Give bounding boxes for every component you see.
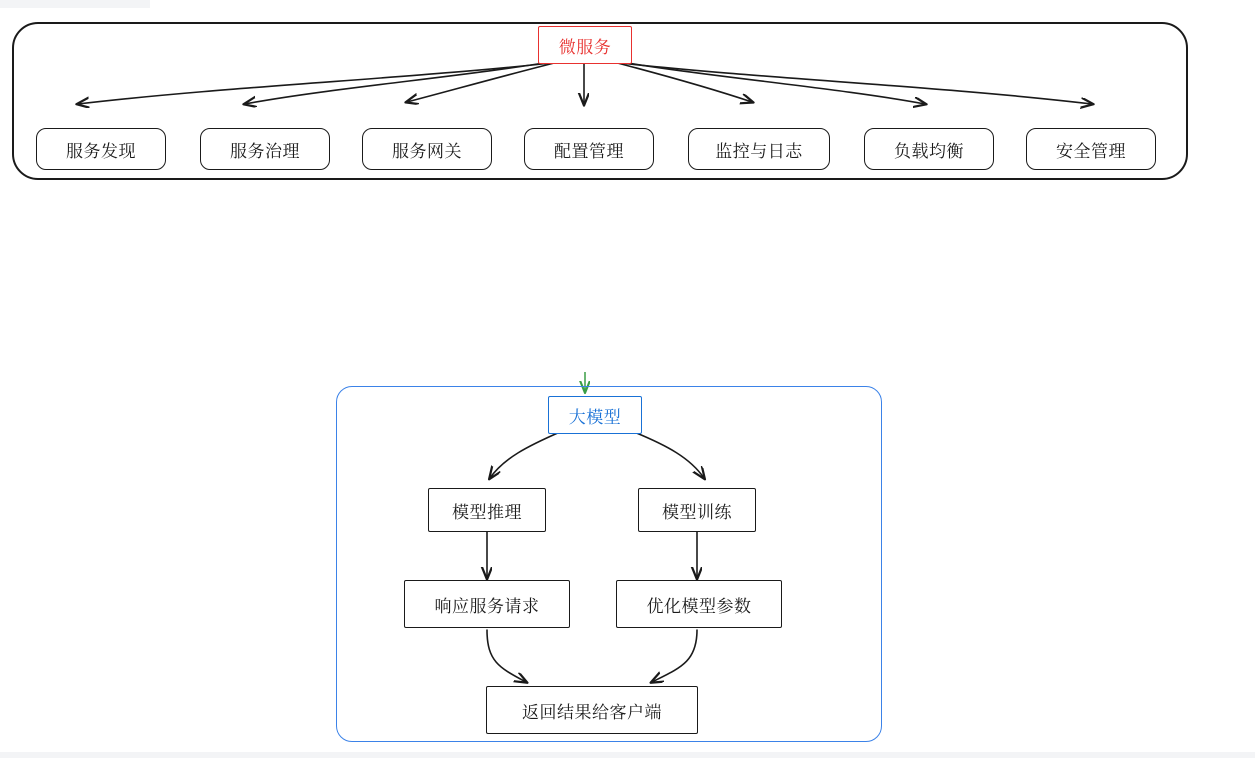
node-config-management[interactable] — [524, 128, 654, 170]
node-label: 返回结果给客户端 — [522, 702, 662, 722]
node-model-inference[interactable] — [428, 488, 546, 532]
node-service-discovery[interactable] — [36, 128, 166, 170]
node-microservice-root[interactable] — [538, 26, 632, 64]
node-label: 大模型 — [568, 407, 622, 427]
node-label: 模型训练 — [662, 502, 732, 522]
node-service-gateway[interactable] — [362, 128, 492, 170]
node-large-model-root[interactable] — [548, 396, 642, 434]
node-label: 服务网关 — [392, 141, 462, 161]
node-load-balancing[interactable] — [864, 128, 994, 170]
node-optimize-model-params[interactable] — [616, 580, 782, 628]
node-label: 响应服务请求 — [434, 596, 540, 616]
node-model-training[interactable] — [638, 488, 756, 532]
node-security-management[interactable] — [1026, 128, 1156, 170]
node-label: 服务发现 — [66, 141, 136, 161]
node-label: 配置管理 — [554, 141, 624, 161]
node-label: 安全管理 — [1056, 141, 1126, 161]
node-respond-service-request[interactable] — [404, 580, 570, 628]
node-return-result-to-client[interactable] — [486, 686, 698, 734]
node-label: 模型推理 — [452, 502, 522, 522]
node-monitoring-logging[interactable] — [688, 128, 830, 170]
node-label: 微服务 — [558, 37, 612, 57]
node-label: 服务治理 — [230, 141, 300, 161]
node-label: 优化模型参数 — [646, 596, 752, 616]
node-label: 监控与日志 — [715, 141, 803, 161]
node-service-governance[interactable] — [200, 128, 330, 170]
node-label: 负载均衡 — [894, 141, 964, 161]
